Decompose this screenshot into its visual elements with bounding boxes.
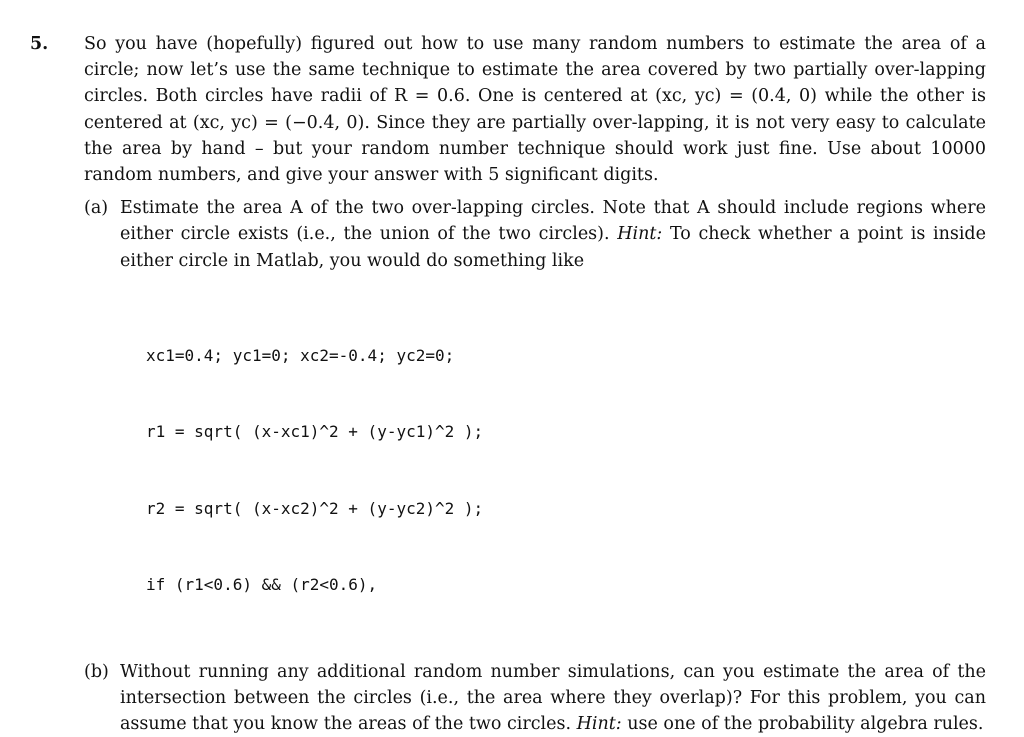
problem-body [84,31,986,737]
part-b-text-before-hint: Without running any additional random number simulations, can you estimate the area of the intersection between the circles (i.e., the area where they overlap)? For this problem, you can assume that you know the areas of the two circles. [120,661,986,735]
part-a-text-before-hint: Estimate the area A of the two over-lapping circles. Note that A should include regions where either circle exists (i.e., the union of the two circles). [120,198,986,245]
problem-5 [30,31,990,737]
code-line-4: if (r1<0.6) && (r2<0.6), [146,575,378,595]
part-a-text-after-hint: To check whether a point is inside either circle in Matlab, you would do something like [120,224,986,271]
part-a-label: (a) [84,198,109,219]
part-b-text-after-hint: use one of the probability algebra rules. [627,714,984,735]
part-a-text [120,195,986,274]
problem-number: 5. [30,34,49,54]
problem-intro: So you have (hopefully) figured out how to use many random numbers to estimate the area of a circle; now let’s use the same technique to estimate the area covered by two partially over-lapping circles. Both circles have radii of R = 0.6. One is centered at (xc, yc) = (0.4, 0) while the other is centered at (xc, yc) = (−0.4, 0). Since they are partially over-lapping, it is not very easy to calculate the area by hand – but your random number technique should work just fine. Use about 10000 random numbers, and give your answer with 5 significant digits. [84,34,986,186]
code-line-3: r2 = sqrt( (x-xc2)^2 + (y-yc2)^2 ); [146,498,484,518]
part-a-hint-label: Hint: [617,224,663,245]
part-b-hint-label: Hint: [576,714,622,735]
part-a [84,195,986,649]
code-line-1: xc1=0.4; yc1=0; xc2=-0.4; yc2=0; [146,345,455,365]
matlab-code-block [146,292,986,649]
part-b [84,659,986,737]
part-b-text [120,659,986,737]
part-b-label: (b) [84,661,109,682]
code-line-2: r1 = sqrt( (x-xc1)^2 + (y-yc1)^2 ); [146,422,484,442]
